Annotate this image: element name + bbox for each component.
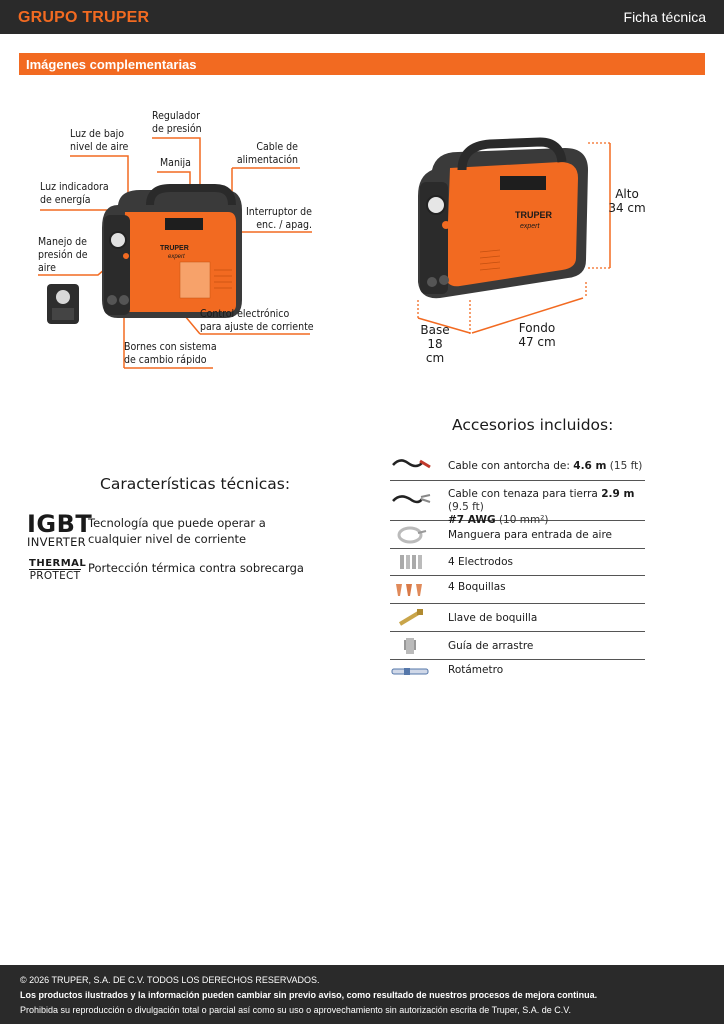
accessory-label: Rotámetro: [448, 664, 504, 676]
accessory-label: Cable con antorcha de: 4.6 m (15 ft): [448, 460, 643, 472]
callout-power-switch: Interruptor de enc. / apag.: [245, 206, 312, 231]
dimension-height: Alto 34 cm: [608, 187, 646, 215]
feature-igbt-text: Tecnología que puede operar a cualquier nivel de corriente: [88, 516, 266, 546]
air-hose-icon: [390, 525, 432, 545]
accessory-row: [390, 660, 645, 684]
callout-low-air-light: Luz de bajo nivel de aire: [70, 128, 129, 153]
top-bar: [0, 0, 724, 34]
accessory-row: [390, 549, 645, 576]
accessory-label: Manguera para entrada de aire: [448, 529, 612, 541]
welder-back-thumbnail: [47, 284, 79, 324]
dimension-depth: Fondo 47 cm: [518, 321, 556, 349]
footer-notice: Los productos ilustrados y la información pueden cambiar sin previo aviso, como resultado de nuestros procesos de mejora continua.: [20, 990, 598, 1000]
accessory-row: [390, 576, 645, 604]
accessory-row: [390, 604, 645, 632]
accessory-label: Cable con tenaza para tierra 2.9 m (9.5 ft) #7 AWG (10 mm²): [448, 488, 635, 526]
accessory-label: 4 Electrodos: [448, 556, 513, 568]
accessory-row: [390, 632, 645, 660]
thermal-logo-big: THERMAL: [29, 558, 87, 569]
product-dimensions-diagram: [400, 130, 650, 350]
product-line-mark: expert: [520, 223, 540, 230]
accessory-row: [390, 521, 645, 549]
callout-electronic-control: Control electrónico para ajuste de corriente: [200, 308, 314, 333]
nozzles-icon: [390, 581, 432, 599]
accessory-label: 4 Boquillas: [448, 581, 506, 593]
accessory-row: [390, 452, 645, 481]
callout-power-cable: Cable de alimentación: [236, 141, 298, 166]
callout-handle: Manija: [160, 157, 191, 169]
document-type: Ficha técnica: [623, 9, 706, 25]
svg-text:expert: expert: [168, 254, 185, 260]
igbt-inverter-logo: [27, 510, 93, 549]
dimension-base: Base 18 cm: [420, 323, 450, 365]
thermal-protect-logo: [29, 558, 87, 582]
features-title: Características técnicas:: [100, 475, 291, 493]
callout-terminals: Bornes con sistema de cambio rápido: [124, 341, 217, 366]
rotameter-icon: [390, 663, 432, 679]
accessory-label: Guía de arrastre: [448, 640, 534, 652]
igbt-logo-small: INVERTER: [27, 535, 86, 549]
clamp-cable-icon: [390, 491, 432, 507]
welder-angled-view: [418, 142, 588, 298]
feature-thermal-text: Portección térmica contra sobrecarga: [88, 561, 304, 575]
callout-pressure-regulator: Regulador de presión: [152, 110, 202, 135]
footer-copyright: © 2026 TRUPER, S.A. DE C.V. TODOS LOS DERECHOS RESERVADOS.: [20, 975, 320, 985]
footer-prohibition: Prohibida su reproducción o divulgación total o parcial así como su uso o aprovechamiento sin autorización escrita de Truper, S.A. de C.V.: [20, 1005, 571, 1015]
nozzle-wrench-icon: [390, 608, 432, 628]
svg-text:TRUPER: TRUPER: [160, 245, 189, 252]
electrodes-icon: [390, 553, 432, 571]
callout-power-light: Luz indicadora de energía: [40, 181, 109, 206]
igbt-logo-big: IGBT: [27, 510, 93, 538]
section-header: [19, 53, 705, 75]
thermal-logo-small: PROTECT: [29, 570, 81, 582]
footer: [0, 965, 724, 1024]
product-brand-mark: TRUPER: [515, 210, 553, 220]
drag-guide-icon: [390, 636, 432, 656]
torch-cable-icon: [390, 457, 432, 473]
accessories-title: Accesorios incluidos:: [452, 416, 614, 434]
section-title: Imágenes complementarias: [26, 57, 197, 72]
accessory-row: [390, 481, 645, 526]
welder-front-view: [102, 188, 242, 318]
accessory-label: Llave de boquilla: [448, 612, 538, 624]
callout-air-pressure: Manejo de presión de aire: [38, 236, 88, 274]
brand-logo: GRUPO TRUPER: [18, 9, 150, 26]
